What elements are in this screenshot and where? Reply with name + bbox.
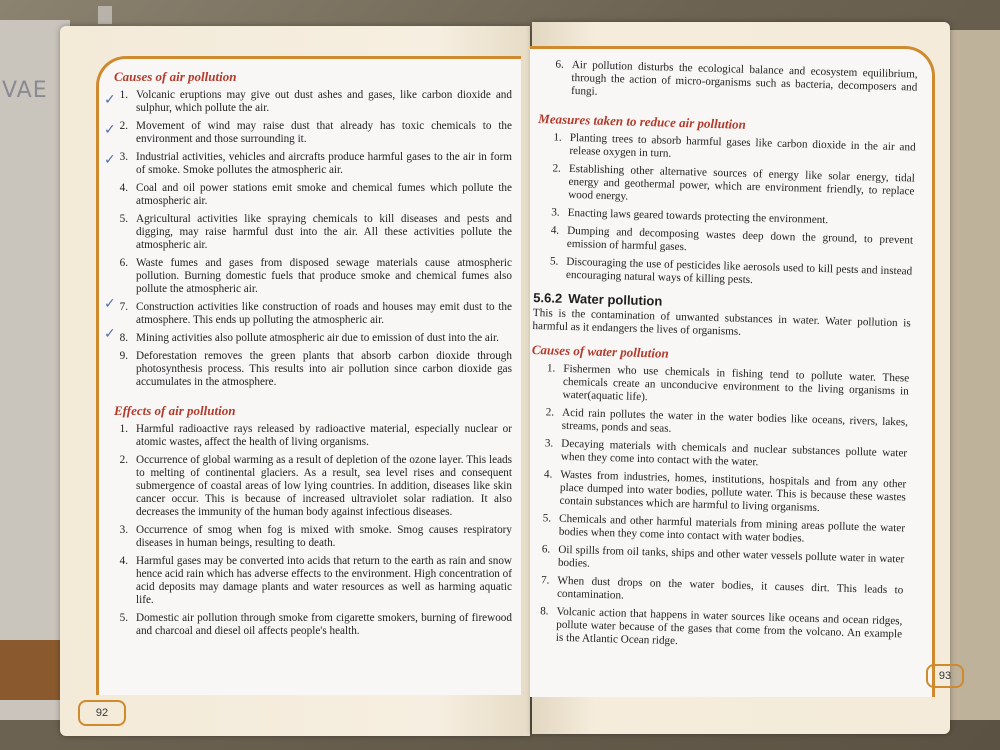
list-item-text: Fishermen who use chemicals in fishing tend to pollute water. These chemicals create an unconducive environment to the living organisms in water(aquatic life). — [562, 362, 910, 404]
list-item — [102, 524, 512, 550]
list-item-number: 2. — [119, 454, 128, 466]
list-item-text: Mining activities also pollute atmospheric air due to emission of dust into the air. — [136, 332, 499, 344]
list-item-text: Wastes from industries, homes, institutions, hospitals and from any other place dumped into water bodies, pollute water. This is because these wastes contain substances which are harmful to living organisms. — [559, 468, 907, 515]
list-item-text: Occurrence of smog when fog is mixed with smoke. Smog causes respiratory diseases in human beings, resulting to death. — [136, 524, 512, 549]
list-item-text: Volcanic action that happens in water sources like oceans and ocean ridges, pollute water because of the gases that come from the volcano. An example is the Atlantic Ocean ridge. — [555, 605, 903, 648]
list-item-number: 2. — [545, 406, 555, 419]
list-item-number: 1. — [553, 131, 562, 144]
measures-list — [532, 131, 916, 292]
list-item-number: 6. — [555, 58, 564, 71]
list-item-text: Enacting laws geared towards protecting the environment. — [567, 206, 829, 227]
list-item — [523, 574, 904, 611]
list-item-text: Air pollution disturbs the ecological balance and ecosystem equilibrium, through the action of micro-organisms such as bacteria, decomposers and fungi. — [570, 58, 918, 98]
list-item-text: Movement of wind may raise dust that already has toxic chemicals to the environment and those surrounding it. — [136, 120, 512, 145]
check-mark-icon: ✓ — [104, 122, 116, 138]
measures-heading: Measures taken to reduce air pollution — [538, 111, 747, 132]
list-item-number: 5. — [549, 255, 559, 268]
list-item — [102, 555, 512, 607]
list-item-text: Oil spills from oil tanks, ships and other water vessels pollute water in water bodies. — [557, 543, 905, 570]
list-item-number: 9. — [119, 350, 128, 362]
list-item-number: 3. — [119, 524, 128, 536]
list-item — [102, 257, 512, 296]
page-number-left: 92 — [78, 700, 126, 726]
list-item — [102, 350, 512, 389]
list-item-text: When dust drops on the water bodies, it causes dirt. This leads to contamination. — [556, 574, 904, 602]
list-item — [524, 543, 905, 580]
list-item — [102, 612, 512, 638]
list-item-text: Volcanic eruptions may give out dust ashes and gases, like carbon dioxide and sulphur, which pollute the air. — [136, 89, 512, 114]
list-item-text: Dumping and decomposing wastes deep down the ground, to prevent emission of harmful gases. — [566, 224, 914, 254]
list-item-text: Agricultural activities like spraying chemicals to kill diseases and pests and digging, may raise harmful dust into the air. All these activities pollute the atmospheric air. — [136, 213, 512, 251]
binder-clip — [98, 6, 112, 24]
list-item-number: 1. — [119, 423, 128, 435]
list-item-number: 5. — [119, 612, 128, 624]
list-item — [102, 213, 512, 252]
list-item — [102, 301, 512, 327]
list-item — [522, 605, 903, 655]
check-mark-icon: ✓ — [104, 326, 116, 342]
list-item-text: Domestic air pollution through smoke from cigarette smokers, burning of firewood and charcoal and diesel oil affects people's health. — [136, 612, 512, 637]
list-item-number: 8. — [539, 605, 549, 618]
check-mark-icon: ✓ — [104, 152, 116, 168]
list-item-number: 4. — [543, 468, 553, 481]
water-pollution-definition: This is the contamination of unwanted substances in water. Water pollution is harmful as it endangers the lives of organisms. — [532, 306, 911, 338]
check-mark-icon: ✓ — [104, 92, 116, 108]
cover-handwriting: VAE — [2, 78, 48, 103]
list-item — [525, 468, 906, 518]
list-item — [533, 224, 914, 261]
page-number-right: 93 — [926, 664, 964, 688]
list-item-number: 4. — [550, 224, 560, 237]
list-item — [102, 332, 512, 345]
list-item — [528, 362, 909, 412]
list-item-number: 5. — [119, 213, 128, 225]
list-item — [535, 131, 916, 168]
list-item-number: 3. — [551, 206, 560, 219]
check-mark-icon: ✓ — [104, 296, 116, 312]
right-column — [521, 58, 917, 659]
list-item-number: 3. — [544, 437, 554, 450]
list-item-number: 1. — [119, 89, 128, 101]
list-item-text: Establishing other alternative sources of energy like solar energy, tidal energy and geothermal power, which are environment friendly, to replace wood energy. — [568, 162, 915, 203]
list-item-number: 6. — [541, 543, 551, 556]
list-item-number: 8. — [119, 332, 128, 344]
list-item — [102, 423, 512, 449]
list-item-text: Planting trees to absorb harmful gases like carbon dioxide in the air and release oxygen in turn. — [569, 131, 916, 160]
list-item-text: Discouraging the use of pesticides like aerosols used to kill pests and instead encouraging natural ways of killing pests. — [565, 255, 913, 287]
list-item — [528, 406, 909, 443]
list-item-text: Acid rain pollutes the water in the water bodies like oceans, rivers, lakes, streams, ponds and seas. — [561, 406, 909, 435]
list-item-number: 1. — [546, 362, 556, 375]
causes-air-heading: Causes of air pollution — [114, 69, 237, 84]
list-item-text: Chemicals and other harmful materials from mining areas pollute the water bodies when they come into contact with water bodies. — [558, 512, 906, 545]
effects-air-list — [102, 423, 512, 638]
list-item — [102, 89, 512, 115]
list-item-number: 4. — [119, 555, 128, 567]
list-item — [102, 454, 512, 519]
section-number: 5.6.2 — [533, 289, 563, 306]
causes-air-list — [102, 89, 512, 389]
list-item-number: 7. — [119, 301, 128, 313]
list-item-text: Decaying materials with chemicals and nuclear substances pollute water when they come into contact with the water. — [560, 437, 908, 469]
list-item-text: Construction activities like construction of roads and houses may emit dust to the atmosphere. This ends up polluting the atmospheric air. — [136, 301, 512, 326]
list-item-number: 6. — [119, 257, 128, 269]
list-item-text: Occurrence of global warming as a result of depletion of the ozone layer. This leads to melting of continental glaciers. As a result, sea level rises and consequent submergence of coastal areas of low lying countries. In addition, diseases like skin cancer occur. This is because of increased ultraviolet solar radiation. It also decreases the immunity of the human body against infectious diseases. — [136, 454, 512, 518]
left-column — [102, 70, 512, 643]
list-item — [525, 512, 906, 549]
list-item-number: 5. — [542, 512, 552, 525]
list-item-text: Harmful radioactive rays released by radioactive material, especially nuclear or atomic wastes, affect the health of living organisms. — [136, 423, 512, 448]
list-item-number: 3. — [119, 151, 128, 163]
list-item-text: Deforestation removes the green plants that absorb carbon dioxide through photosynthesis process. This results into air pollution since carbon dioxide gas accumulates in the atmosphere. — [136, 350, 512, 388]
list-item-text: Industrial activities, vehicles and aircrafts produce harmful gases to the air in form of smoke. Smoke pollutes the atmospheric air. — [136, 151, 512, 176]
causes-water-list — [522, 362, 910, 655]
list-item — [102, 182, 512, 208]
list-item — [102, 151, 512, 177]
list-item-number: 2. — [552, 162, 562, 175]
section-name: Water pollution — [568, 290, 663, 309]
list-item-text: Waste fumes and gases from disposed sewage materials cause atmospheric pollution. Burning domestic fuels that produce smoke and chemical fumes also pollute the atmospheric air. — [136, 257, 512, 295]
wood-edge — [0, 640, 60, 700]
list-item-text: Coal and oil power stations emit smoke and chemical fumes which pollute the atmospheric air. — [136, 182, 512, 207]
list-item — [527, 437, 908, 474]
list-item-text: Harmful gases may be converted into acids that return to the earth as rain and snow hence acid rain which has adverse effects to the environment. High concentration of acid deposits may damage plants and water resources as well as harming aquatic life. — [136, 555, 512, 606]
list-item — [102, 120, 512, 146]
list-item-number: 2. — [119, 120, 128, 132]
effects-air-heading: Effects of air pollution — [114, 403, 236, 418]
list-item — [534, 162, 915, 212]
causes-water-heading: Causes of water pollution — [531, 341, 669, 361]
list-item-number: 7. — [540, 574, 550, 587]
list-item-number: 4. — [119, 182, 128, 194]
list-item — [532, 255, 913, 292]
